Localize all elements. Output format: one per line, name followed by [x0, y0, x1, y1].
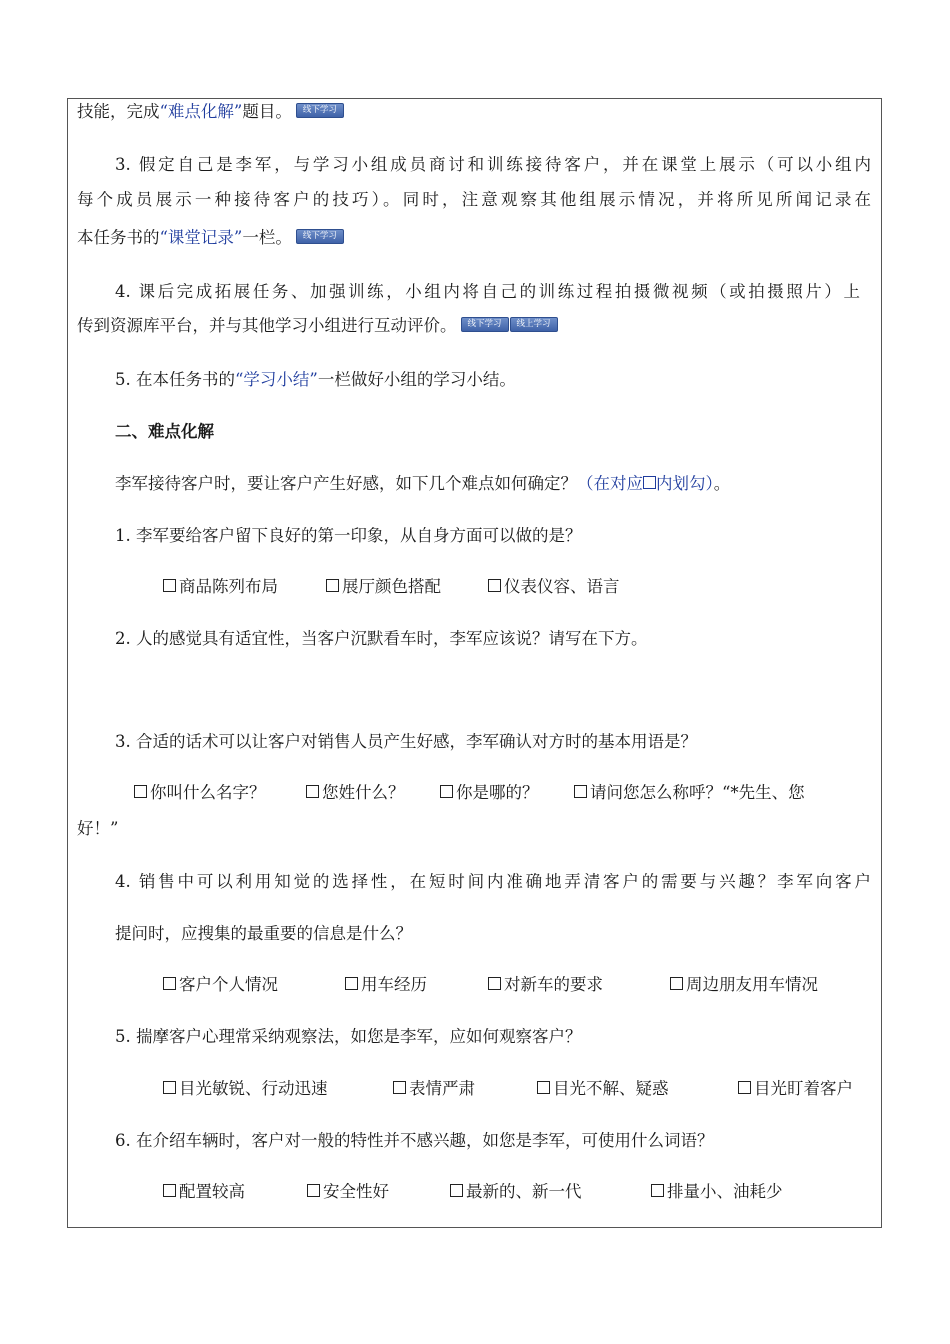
step2-continuation: 技能，完成“难点化解”题目。 线下学习 [77, 100, 344, 124]
step3-line2: 每个成员展示一种接待客户的技巧）。同时，注意观察其他组展示情况，并将所见所闻记录在 [77, 190, 871, 209]
checkbox[interactable] [738, 1081, 751, 1094]
q3-option-1[interactable]: 你叫什么名字？ [134, 781, 266, 805]
q6-option-2[interactable]: 安全性好 [307, 1180, 389, 1204]
q5-option-1[interactable]: 目光敏锐、行动迅速 [163, 1077, 328, 1101]
checkbox[interactable] [345, 977, 358, 990]
section-intro: 李军接待客户时，要让客户产生好感，如下几个难点如何确定？（在对应 内划勾）。 [115, 474, 731, 493]
question-5: 5. 揣摩客户心理常采纳观察法，如您是李军，应如何观察客户？ [115, 1027, 582, 1046]
q4-option-3[interactable]: 对新车的要求 [488, 973, 603, 997]
q1-option-3[interactable]: 仪表仪容、语言 [488, 575, 620, 599]
question-3: 3. 合适的话术可以让客户对销售人员产生好感，李军确认对方时的基本用语是？ [115, 732, 697, 751]
checkbox-icon [643, 476, 656, 489]
checkbox[interactable] [537, 1081, 550, 1094]
section-heading: 二、难点化解 [115, 422, 214, 441]
online-learning-tag[interactable]: 线上学习 [510, 317, 558, 332]
step3-line3: 本任务书的“课堂记录”一栏。 线下学习 [77, 226, 344, 250]
q3-option-2[interactable]: 您姓什么？ [306, 781, 405, 805]
q6-option-3[interactable]: 最新的、新一代 [450, 1180, 582, 1204]
q1-option-1[interactable]: 商品陈列布局 [163, 575, 278, 599]
q6-option-1[interactable]: 配置较高 [163, 1180, 245, 1204]
question-1: 1. 李军要给客户留下良好的第一印象，从自身方面可以做的是？ [115, 526, 582, 545]
checkbox[interactable] [651, 1184, 664, 1197]
quoted-term: “难点化解” [159, 102, 243, 121]
q5-option-3[interactable]: 目光不解、疑惑 [537, 1077, 669, 1101]
question-4-line2: 提问时，应搜集的最重要的信息是什么？ [115, 924, 412, 943]
checkbox[interactable] [670, 977, 683, 990]
q4-option-2[interactable]: 用车经历 [345, 973, 427, 997]
checkbox[interactable] [163, 579, 176, 592]
q3-option-4[interactable]: 请问您怎么称呼？“*先生、您 [574, 781, 805, 805]
q1-option-2[interactable]: 展厅颜色搭配 [326, 575, 441, 599]
q4-option-1[interactable]: 客户个人情况 [163, 973, 278, 997]
checkbox[interactable] [450, 1184, 463, 1197]
checkbox[interactable] [307, 1184, 320, 1197]
question-4-line1: 4. 销售中可以利用知觉的选择性，在短时间内准确地弄清客户的需要与兴趣？李军向客户 [115, 872, 871, 891]
step5: 5. 在本任务书的“学习小结”一栏做好小组的学习小结。 [115, 370, 516, 389]
checkbox[interactable] [574, 785, 587, 798]
checkbox[interactable] [134, 785, 147, 798]
offline-learning-tag[interactable]: 线下学习 [296, 103, 344, 118]
step3-line1: 3. 假定自己是李军，与学习小组成员商讨和训练接待客户，并在课堂上展示（可以小组内 [115, 155, 871, 174]
checkbox[interactable] [440, 785, 453, 798]
checkbox[interactable] [306, 785, 319, 798]
question-6: 6. 在介绍车辆时，客户对一般的特性并不感兴趣，如您是李军，可使用什么词语？ [115, 1131, 714, 1150]
checkbox[interactable] [163, 977, 176, 990]
q4-option-4[interactable]: 周边朋友用车情况 [670, 973, 818, 997]
q5-option-2[interactable]: 表情严肃 [393, 1077, 475, 1101]
checkbox[interactable] [163, 1184, 176, 1197]
checkbox[interactable] [163, 1081, 176, 1094]
q3-option-3[interactable]: 你是哪的？ [440, 781, 539, 805]
checkbox[interactable] [488, 579, 501, 592]
checkbox[interactable] [393, 1081, 406, 1094]
offline-learning-tag[interactable]: 线下学习 [296, 229, 344, 244]
question-2: 2. 人的感觉具有适宜性，当客户沉默看车时，李军应该说？请写在下方。 [115, 629, 648, 648]
quoted-term: “学习小结” [235, 370, 318, 389]
q2-answer-area[interactable] [115, 660, 865, 720]
checkbox[interactable] [488, 977, 501, 990]
q6-option-4[interactable]: 排量小、油耗少 [651, 1180, 783, 1204]
checkbox[interactable] [326, 579, 339, 592]
step4-line2: 传到资源库平台，并与其他学习小组进行互动评价。 线下学习 线上学习 [77, 314, 558, 338]
q5-option-4[interactable]: 目光盯着客户 [738, 1077, 853, 1101]
step4-line1: 4. 课后完成拓展任务、加强训练，小组内将自己的训练过程拍摄微视频（或拍摄照片）上 [115, 282, 860, 301]
quoted-term: “课堂记录” [159, 228, 243, 247]
offline-learning-tag[interactable]: 线下学习 [461, 317, 509, 332]
q3-option-4-wrap: 好！” [77, 819, 119, 838]
